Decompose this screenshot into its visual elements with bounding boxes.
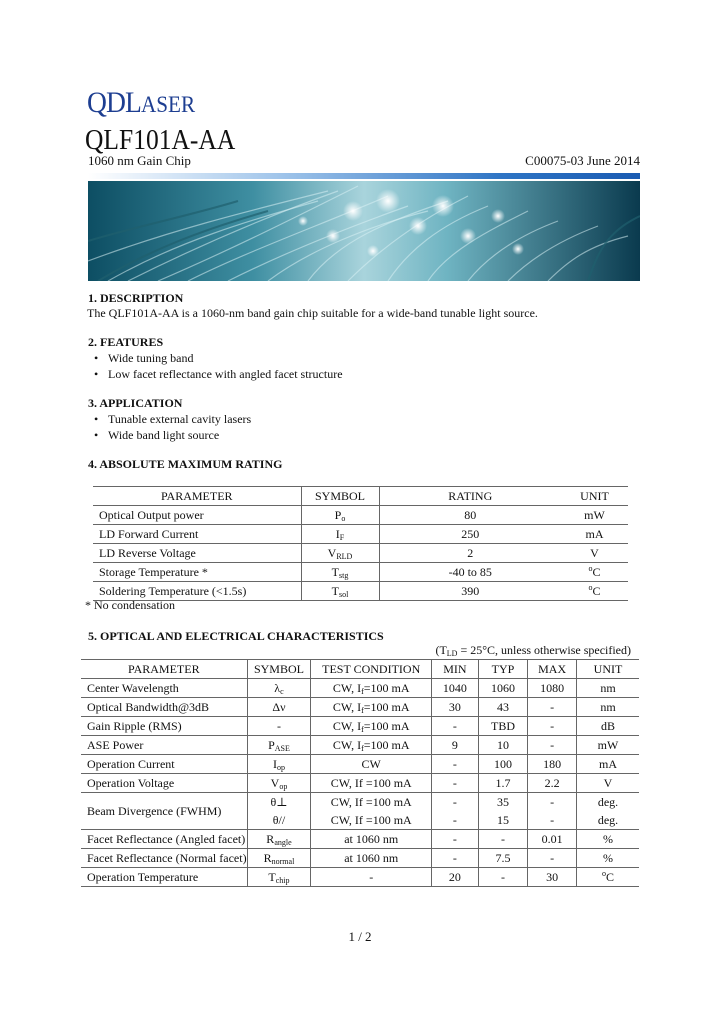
condition-cell: CW, $I_f=100$ mA bbox=[311, 717, 432, 736]
col-header: TEST CONDITION bbox=[311, 660, 432, 679]
condition-cell: at 1060 nm bbox=[311, 849, 432, 868]
rating-cell: 2 bbox=[379, 544, 561, 563]
unit-cell: % bbox=[576, 849, 639, 868]
condition-cell: CW bbox=[311, 755, 432, 774]
typ-cell: 1060 bbox=[478, 679, 528, 698]
table-row bbox=[93, 544, 628, 563]
max-cell: 30 bbox=[528, 868, 577, 887]
col-header: PARAMETER bbox=[81, 660, 247, 679]
col-header: UNIT bbox=[576, 660, 639, 679]
table-row bbox=[81, 717, 639, 736]
unit-cell: nm bbox=[576, 679, 639, 698]
min-cell: - bbox=[432, 830, 479, 849]
min-cell: - bbox=[432, 717, 479, 736]
table-row bbox=[93, 563, 628, 582]
symbol-cell: $P_{ASE}$ bbox=[247, 736, 311, 755]
condition-cell: CW, $I_f=100$ mA bbox=[311, 698, 432, 717]
col-header: SYMBOL bbox=[301, 487, 379, 506]
feature-item: • Wide tuning band bbox=[108, 351, 194, 366]
symbol-cell: $\lambda_c$ bbox=[247, 679, 311, 698]
param-cell: Operation Current bbox=[81, 755, 247, 774]
symbol-cell: θ// bbox=[247, 811, 311, 830]
col-header: RATING bbox=[379, 487, 561, 506]
param-cell: Gain Ripple (RMS) bbox=[81, 717, 247, 736]
min-cell: - bbox=[432, 811, 479, 830]
table-row bbox=[81, 830, 639, 849]
test-condition-note: ($T_{LD} = 25^\circ C$, unless otherwise specified) bbox=[435, 643, 631, 658]
typ-cell: 15 bbox=[478, 811, 528, 830]
min-cell: - bbox=[432, 774, 479, 793]
col-header: MAX bbox=[528, 660, 577, 679]
document-reference: C00075-03 June 2014 bbox=[525, 153, 640, 168]
unit-cell: deg. bbox=[576, 811, 639, 830]
table-row bbox=[81, 774, 639, 793]
condition-cell: CW, $I_f=100$ mA bbox=[311, 679, 432, 698]
max-cell: - bbox=[528, 811, 577, 830]
param-cell: Center Wavelength bbox=[81, 679, 247, 698]
table-header-row bbox=[81, 660, 639, 679]
unit-cell: V bbox=[561, 544, 628, 563]
rating-cell: 250 bbox=[379, 525, 561, 544]
table-row bbox=[81, 755, 639, 774]
rating-cell: -40 to 85 bbox=[379, 563, 561, 582]
typ-cell: 1.7 bbox=[478, 774, 528, 793]
param-cell: Storage Temperature * bbox=[93, 563, 301, 582]
symbol-cell: $T_{stg}$ bbox=[301, 563, 379, 582]
max-cell: 1080 bbox=[528, 679, 577, 698]
product-subtitle: 1060 nm Gain Chip bbox=[88, 153, 191, 168]
symbol-cell: $I_F$ bbox=[301, 525, 379, 544]
symbol-cell: $R_{normal}$ bbox=[247, 849, 311, 868]
unit-cell: dB bbox=[576, 717, 639, 736]
unit-cell: $^o$C bbox=[561, 582, 628, 601]
typ-cell: 10 bbox=[478, 736, 528, 755]
feature-item: • Low facet reflectance with angled facet structure bbox=[108, 367, 343, 382]
min-cell: 1040 bbox=[432, 679, 479, 698]
max-cell: - bbox=[528, 717, 577, 736]
symbol-cell: $P_o$ bbox=[301, 506, 379, 525]
unit-cell: mW bbox=[561, 506, 628, 525]
section-heading-abs-max: 4. ABSOLUTE MAXIMUM RATING bbox=[88, 457, 283, 471]
typ-cell: - bbox=[478, 868, 528, 887]
symbol-cell: $V_{op}$ bbox=[247, 774, 311, 793]
unit-cell: nm bbox=[576, 698, 639, 717]
section-heading-description: 1. DESCRIPTION bbox=[88, 291, 184, 305]
max-cell: 180 bbox=[528, 755, 577, 774]
unit-cell: mW bbox=[576, 736, 639, 755]
condition-cell: CW, If =100 mA bbox=[311, 811, 432, 830]
unit-cell: $^o$C bbox=[576, 868, 639, 887]
footnote: * No condensation bbox=[85, 598, 175, 612]
param-cell: Optical Bandwidth@3dB bbox=[81, 698, 247, 717]
symbol-cell: $R_{angle}$ bbox=[247, 830, 311, 849]
min-cell: 9 bbox=[432, 736, 479, 755]
page-number: 1 / 2 bbox=[348, 929, 372, 944]
typ-cell: 35 bbox=[478, 793, 528, 812]
product-model: QLF101A-AA bbox=[85, 124, 236, 156]
table-row bbox=[81, 698, 639, 717]
param-cell: Beam Divergence (FWHM) bbox=[81, 793, 247, 830]
application-item: • Wide band light source bbox=[108, 428, 219, 443]
max-cell: - bbox=[528, 698, 577, 717]
min-cell: - bbox=[432, 755, 479, 774]
condition-cell: CW, If =100 mA bbox=[311, 774, 432, 793]
unit-cell: % bbox=[576, 830, 639, 849]
typ-cell: - bbox=[478, 830, 528, 849]
unit-cell: mA bbox=[561, 525, 628, 544]
typ-cell: 7.5 bbox=[478, 849, 528, 868]
table-header-row bbox=[93, 487, 628, 506]
min-cell: - bbox=[432, 793, 479, 812]
symbol-cell: $V_{RLD}$ bbox=[301, 544, 379, 563]
col-header: PARAMETER bbox=[93, 487, 301, 506]
col-header: MIN bbox=[432, 660, 479, 679]
unit-cell: mA bbox=[576, 755, 639, 774]
param-cell: LD Forward Current bbox=[93, 525, 301, 544]
min-cell: - bbox=[432, 849, 479, 868]
table-row bbox=[81, 736, 639, 755]
max-cell: 2.2 bbox=[528, 774, 577, 793]
table-row bbox=[81, 793, 639, 812]
condition-cell: CW, $I_f=100$ mA bbox=[311, 736, 432, 755]
fiber-banner-image bbox=[88, 181, 640, 281]
unit-cell: V bbox=[576, 774, 639, 793]
col-header: SYMBOL bbox=[247, 660, 311, 679]
param-cell: Operation Temperature bbox=[81, 868, 247, 887]
max-cell: 0.01 bbox=[528, 830, 577, 849]
param-cell: Soldering Temperature (<1.5s) bbox=[93, 582, 301, 601]
symbol-cell: θ⊥ bbox=[247, 793, 311, 812]
col-header: UNIT bbox=[561, 487, 628, 506]
symbol-cell: $T_{chip}$ bbox=[247, 868, 311, 887]
condition-cell: CW, If =100 mA bbox=[311, 793, 432, 812]
application-item: • Tunable external cavity lasers bbox=[108, 412, 251, 427]
abs-max-table bbox=[93, 486, 628, 601]
param-cell: Facet Reflectance (Normal facet) bbox=[81, 849, 247, 868]
max-cell: - bbox=[528, 793, 577, 812]
symbol-cell: $I_{op}$ bbox=[247, 755, 311, 774]
unit-cell: deg. bbox=[597, 794, 619, 809]
typ-cell: 100 bbox=[478, 755, 528, 774]
param-cell: Facet Reflectance (Angled facet) bbox=[81, 830, 247, 849]
table-row bbox=[81, 868, 639, 887]
description-text: The QLF101A-AA is a 1060-nm band gain chip suitable for a wide-band tunable light source. bbox=[87, 306, 538, 320]
symbol-cell: $T_{sol}$ bbox=[301, 582, 379, 601]
min-cell: 20 bbox=[432, 868, 479, 887]
condition-cell: at 1060 nm bbox=[311, 830, 432, 849]
company-logo: QDLASER bbox=[87, 86, 196, 119]
section-heading-application: 3. APPLICATION bbox=[88, 396, 183, 410]
param-cell: LD Reverse Voltage bbox=[93, 544, 301, 563]
unit-cell: $^o$C bbox=[561, 563, 628, 582]
condition-cell: - bbox=[311, 868, 432, 887]
table-row bbox=[93, 506, 628, 525]
param-cell: ASE Power bbox=[81, 736, 247, 755]
section-heading-features: 2. FEATURES bbox=[88, 335, 164, 349]
rating-cell: 390 bbox=[379, 582, 561, 601]
table-row bbox=[81, 679, 639, 698]
table-row bbox=[81, 849, 639, 868]
table-row bbox=[93, 525, 628, 544]
optical-table bbox=[81, 659, 639, 887]
rating-cell: 80 bbox=[379, 506, 561, 525]
typ-cell: 43 bbox=[478, 698, 528, 717]
max-cell: - bbox=[528, 736, 577, 755]
symbol-cell: Δν bbox=[247, 698, 311, 717]
col-header: TYP bbox=[478, 660, 528, 679]
min-cell: 30 bbox=[432, 698, 479, 717]
param-cell: Optical Output power bbox=[93, 506, 301, 525]
param-cell: Operation Voltage bbox=[81, 774, 247, 793]
typ-cell: TBD bbox=[478, 717, 528, 736]
symbol-cell: - bbox=[247, 717, 311, 736]
max-cell: - bbox=[528, 849, 577, 868]
section-heading-optical: 5. OPTICAL AND ELECTRICAL CHARACTERISTICS bbox=[88, 629, 384, 643]
header-rule bbox=[88, 173, 640, 179]
